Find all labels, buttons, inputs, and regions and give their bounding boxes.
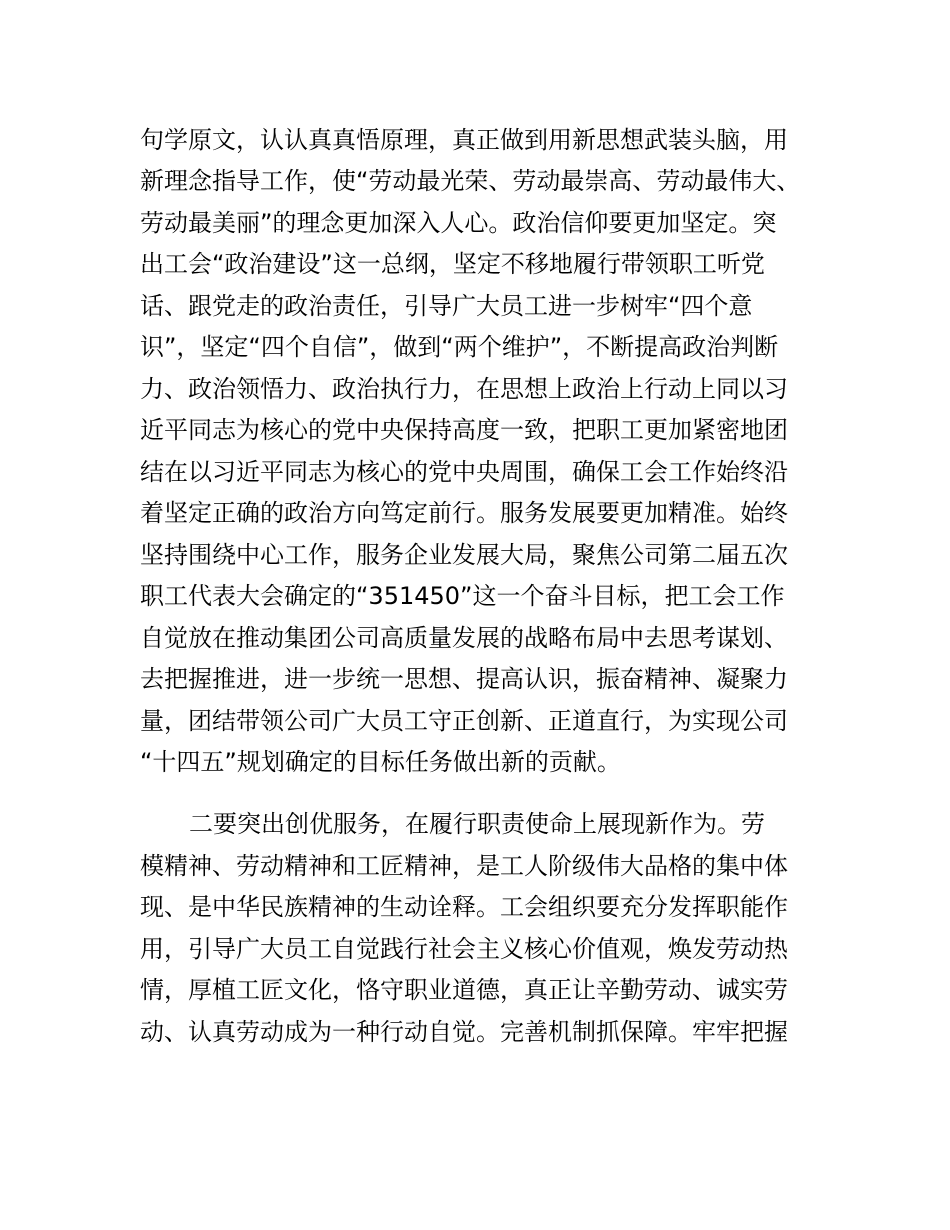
text-line: 坚持围绕中心工作，服务企业发展大局，聚焦公司第二届五次	[140, 541, 788, 569]
text-line: 劳动最美丽”的理念更加深入人心。政治信仰要更加坚定。突	[140, 209, 777, 237]
text-line: 出工会“政治建设”这一总纲，坚定不移地履行带领职工听党	[140, 250, 765, 278]
text-line: “十四五”规划确定的目标任务做出新的贡献。	[140, 748, 621, 776]
text-line: 着坚定正确的政治方向笃定前行。服务发展要更加精准。始终	[140, 499, 788, 527]
text-line: 模精神、劳动精神和工匠精神，是工人阶级伟大品格的集中体	[140, 852, 788, 880]
text-line: 量，团结带领公司广大员工守正创新、正道直行，为实现公司	[140, 707, 788, 735]
text-line: 情，厚植工匠文化，恪守职业道德，真正让辛勤劳动、诚实劳	[140, 976, 788, 1004]
text-line: 力、政治领悟力、政治执行力，在思想上政治上行动上同以习	[140, 375, 788, 403]
text-line: 动、认真劳动成为一种行动自觉。完善机制抓保障。牢牢把握	[140, 1018, 788, 1046]
text-line: 句学原文，认认真真悟原理，真正做到用新思想武装头脑，用	[140, 126, 788, 154]
text-line: 用，引导广大员工自觉践行社会主义核心价值观，焕发劳动热	[140, 935, 788, 963]
text-line: 自觉放在推动集团公司高质量发展的战略布局中去思考谋划、	[140, 624, 788, 652]
text-line: 近平同志为核心的党中央保持高度一致，把职工更加紧密地团	[140, 416, 788, 444]
text-line: 结在以习近平同志为核心的党中央周围，确保工会工作始终沿	[140, 458, 788, 486]
text-line: 二要突出创优服务，在履行职责使命上展现新作为。劳	[189, 810, 765, 838]
text-line: 新理念指导工作，使“劳动最光荣、劳动最崇高、劳动最伟大、	[140, 167, 801, 195]
text-line: 现、是中华民族精神的生动诠释。工会组织要充分发挥职能作	[140, 893, 788, 921]
text-line: 话、跟党走的政治责任，引导广大员工进一步树牢“四个意	[140, 292, 753, 320]
text-line: 职工代表大会确定的“351450”这一个奋斗目标，把工会工作	[140, 582, 785, 610]
text-line: 识”，坚定“四个自信”，做到“两个维护”，不断提高政治判断	[140, 333, 779, 361]
text-line: 去把握推进，进一步统一思想、提高认识，振奋精神、凝聚力	[140, 665, 788, 693]
